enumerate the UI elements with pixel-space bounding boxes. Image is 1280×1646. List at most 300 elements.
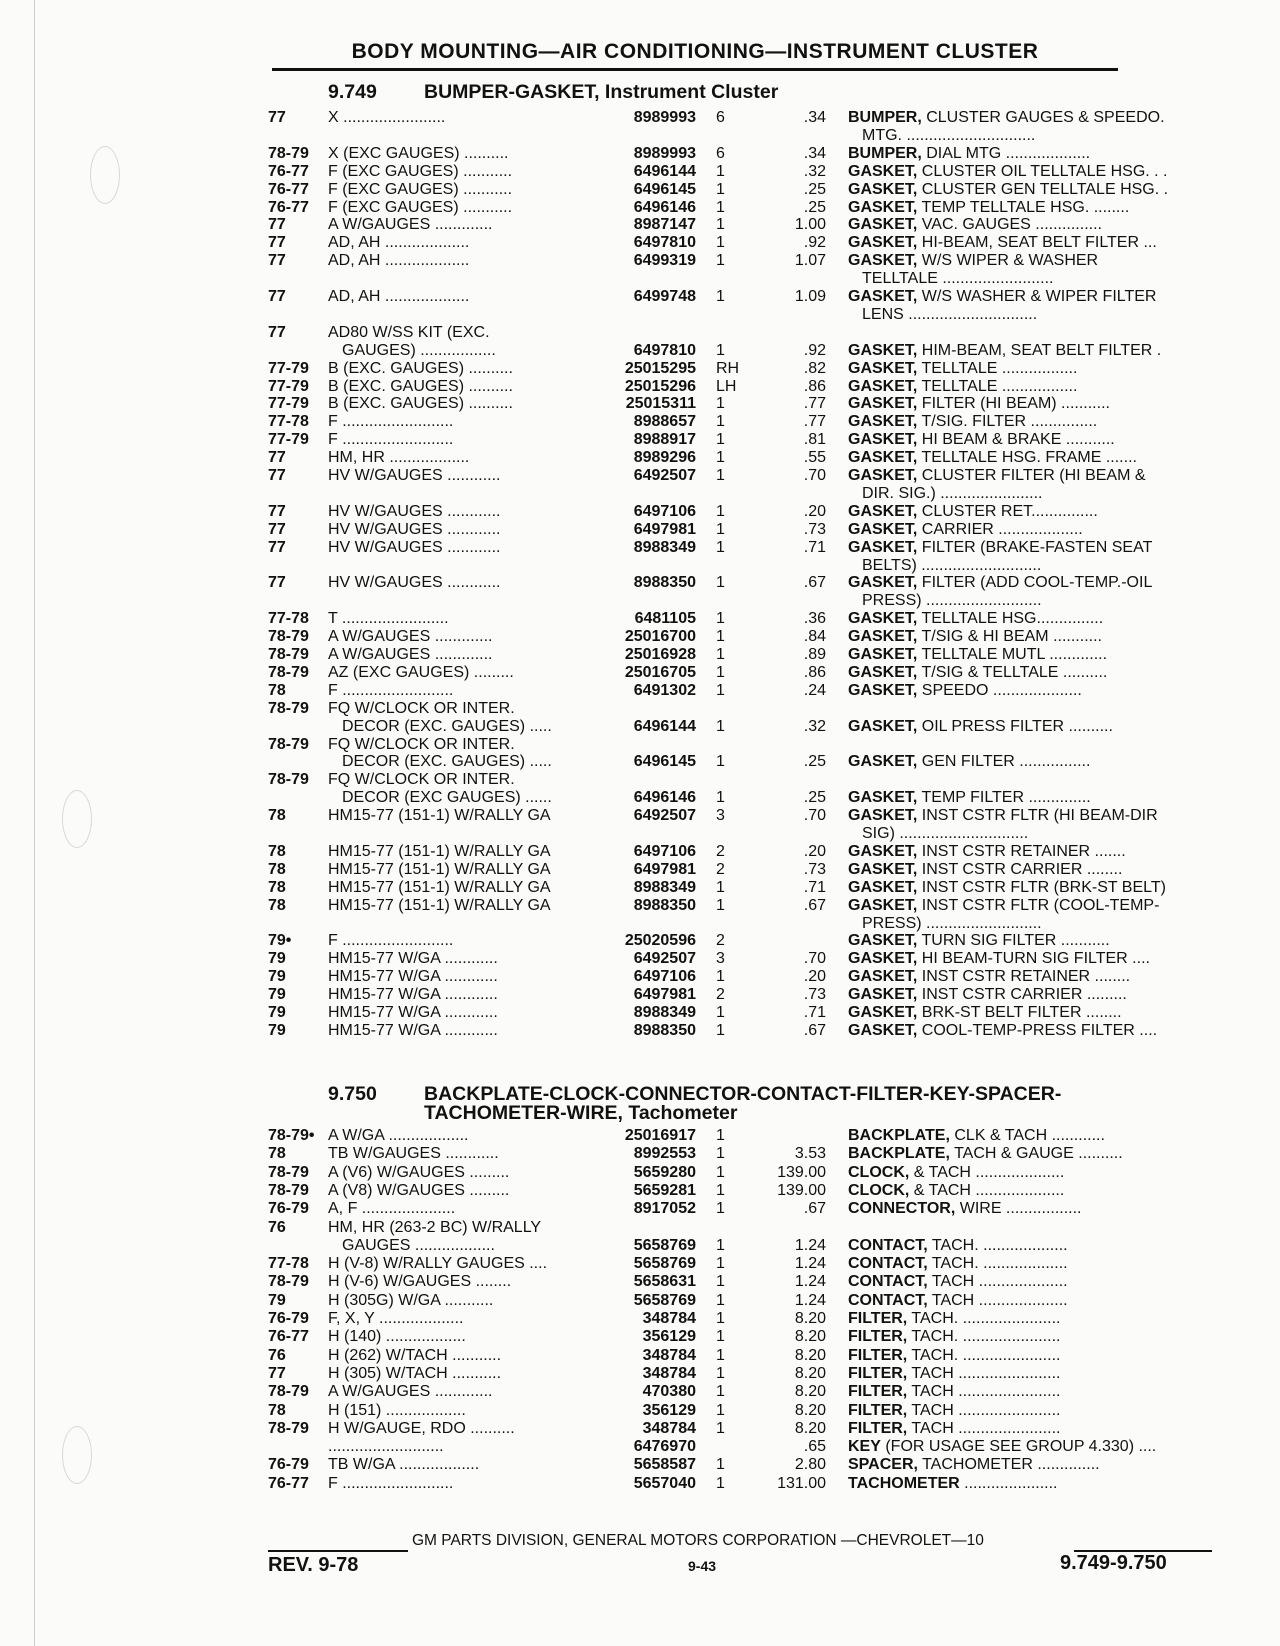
- application: HV W/GAUGES ............: [328, 538, 501, 556]
- application: F (EXC GAUGES) ...........: [328, 198, 513, 216]
- description-text: TELLTALE .................: [917, 377, 1078, 395]
- parts-row: [0, 198, 1280, 217]
- description-keyword: GASKET,: [848, 878, 918, 896]
- description: [848, 1327, 1212, 1346]
- quantity: 1: [716, 1181, 725, 1199]
- description: [848, 251, 1212, 270]
- section-heading: BACKPLATE-CLOCK-CONNECTOR-CONTACT-FILTER-KEY-SPACER-: [424, 1083, 1062, 1105]
- description-text: GEN FILTER ................: [917, 753, 1091, 771]
- parts-row: [0, 1272, 1280, 1291]
- price: .20: [803, 968, 826, 986]
- quantity: 1: [716, 1255, 725, 1273]
- price: .67: [803, 1200, 826, 1218]
- description-text: (FOR USAGE SEE GROUP 4.330) ....: [880, 1438, 1157, 1456]
- price: .70: [803, 950, 826, 968]
- price: .36: [803, 610, 826, 628]
- description: [848, 985, 1212, 1004]
- description-text: HI-BEAM, SEAT BELT FILTER ...: [917, 234, 1157, 252]
- parts-row: [0, 162, 1280, 181]
- model-year: 78: [268, 896, 286, 914]
- description: [848, 377, 1212, 396]
- price: .86: [803, 377, 826, 395]
- price: .20: [803, 502, 826, 520]
- model-year: 77: [268, 467, 286, 484]
- quantity: 6: [716, 144, 725, 162]
- description-keyword: CONTACT,: [848, 1273, 928, 1291]
- description: [848, 520, 1212, 539]
- application: A W/GAUGES .............: [328, 628, 493, 646]
- part-number: 8989993: [633, 144, 696, 162]
- model-year: 79•: [268, 932, 292, 950]
- description: [848, 681, 1212, 700]
- description-text: VAC. GAUGES ...............: [917, 216, 1102, 234]
- model-year: 79: [268, 1291, 286, 1309]
- part-number: 8988350: [633, 574, 696, 592]
- parts-row: [0, 860, 1280, 879]
- description-text: SPEEDO ....................: [917, 681, 1082, 699]
- parts-row: [0, 1126, 1280, 1145]
- parts-row: [0, 896, 1280, 915]
- quantity: 1: [716, 663, 725, 681]
- model-year: 78-79: [268, 646, 309, 663]
- price: 8.20: [794, 1419, 826, 1437]
- quantity: 1: [716, 395, 725, 413]
- description-text: TELLTALE HSG. FRAME .......: [917, 449, 1137, 467]
- description: [848, 502, 1212, 521]
- application: HV W/GAUGES ............: [328, 574, 501, 592]
- price: .73: [803, 860, 826, 878]
- description-text: TELLTALE HSG...............: [917, 610, 1104, 628]
- section-heading-continued: TACHOMETER-WIRE, Tachometer: [424, 1102, 738, 1124]
- application: H (V-8) W/RALLY GAUGES ....: [328, 1255, 548, 1273]
- model-year: 77: [268, 323, 286, 341]
- description-keyword: GASKET,: [848, 753, 918, 771]
- model-year: 77: [268, 538, 286, 556]
- footer-rule-left: [268, 1550, 408, 1552]
- price: 1.24: [794, 1236, 826, 1254]
- parts-row: [0, 735, 1280, 754]
- parts-row: [0, 233, 1280, 252]
- model-year: 77-78: [268, 1255, 309, 1273]
- quantity: 1: [716, 198, 725, 216]
- description-text: INST CSTR RETAINER ........: [917, 968, 1131, 986]
- description-keyword: GASKET,: [848, 538, 918, 556]
- application: H (262) W/TACH ...........: [328, 1346, 502, 1364]
- quantity: 1: [716, 252, 725, 270]
- quantity: 1: [716, 1364, 725, 1382]
- description-text: CLUSTER OIL TELLTALE HSG. . .: [917, 162, 1168, 180]
- application: HM15-77 W/GA ............: [328, 1021, 498, 1039]
- application: HM15-77 (151-1) W/RALLY GA: [328, 842, 551, 860]
- parts-row: [0, 323, 1280, 342]
- description-text: TELLTALE .................: [917, 359, 1078, 377]
- description-keyword: GASKET,: [848, 663, 918, 681]
- quantity: 1: [716, 1291, 725, 1309]
- description-keyword: GASKET,: [848, 252, 918, 270]
- description-text: T/SIG. FILTER ...............: [917, 413, 1098, 431]
- description-keyword: GASKET,: [848, 968, 918, 986]
- application: AD, AH ...................: [328, 288, 470, 305]
- part-number: 6497981: [633, 520, 696, 538]
- quantity: 1: [716, 234, 725, 252]
- price: .71: [803, 1004, 826, 1021]
- parts-row: [0, 412, 1280, 431]
- description-keyword: GASKET,: [848, 646, 918, 663]
- quantity: 1: [716, 1383, 725, 1401]
- parts-row: [0, 681, 1280, 700]
- description-keyword: GASKET,: [848, 574, 918, 592]
- model-year: 77-78: [268, 610, 309, 628]
- quantity: 1: [716, 449, 725, 467]
- parts-row: [0, 1218, 1280, 1237]
- quantity: 1: [716, 538, 725, 556]
- description-keyword: GASKET,: [848, 932, 918, 950]
- parts-row: [0, 502, 1280, 521]
- description-keyword: GASKET,: [848, 234, 918, 252]
- model-year: 78-79: [268, 1419, 309, 1437]
- description: [848, 305, 1226, 324]
- quantity: 2: [716, 860, 725, 878]
- model-year: 78-79: [268, 1181, 309, 1199]
- description: [848, 1291, 1212, 1310]
- description-text: TACH. ......................: [907, 1310, 1061, 1327]
- model-year: 76-77: [268, 198, 309, 216]
- parts-row: [0, 573, 1280, 592]
- description-text: OIL PRESS FILTER ..........: [917, 717, 1113, 735]
- parts-row: [0, 609, 1280, 628]
- parts-row: [0, 985, 1280, 1004]
- description-text: TACH .......................: [907, 1364, 1061, 1382]
- application: F .........................: [328, 681, 454, 699]
- description: [848, 1309, 1212, 1328]
- description-keyword: FILTER,: [848, 1328, 908, 1346]
- description: [848, 1126, 1212, 1145]
- description: [848, 180, 1212, 199]
- price: .70: [803, 807, 826, 825]
- description: [848, 1144, 1212, 1163]
- part-number: 8989993: [633, 109, 696, 126]
- description-text: TACH. ...................: [927, 1255, 1068, 1273]
- description: [848, 663, 1212, 682]
- price: .77: [803, 395, 826, 413]
- parts-row: [0, 287, 1280, 306]
- quantity: 1: [716, 628, 725, 646]
- parts-row: [0, 1291, 1280, 1310]
- description-text: TACH .......................: [907, 1383, 1061, 1401]
- description-keyword: GASKET,: [848, 717, 918, 735]
- description: [848, 198, 1212, 217]
- model-year: 78-79: [268, 144, 309, 162]
- description-keyword: FILTER,: [848, 1346, 908, 1364]
- application: A (V8) W/GAUGES .........: [328, 1181, 510, 1199]
- part-number: 8992553: [633, 1145, 696, 1163]
- description: [848, 1236, 1212, 1255]
- parts-row: [0, 663, 1280, 682]
- description-text: TACH .......................: [907, 1401, 1061, 1419]
- application: HV W/GAUGES ............: [328, 502, 501, 520]
- price: .92: [803, 234, 826, 252]
- description-keyword: GASKET,: [848, 216, 918, 234]
- application: HM15-77 (151-1) W/RALLY GA: [328, 860, 551, 878]
- part-number: 6499319: [633, 252, 696, 270]
- parts-row: [0, 967, 1280, 986]
- part-number: 8988657: [633, 413, 696, 431]
- description-text: PRESS) ..........................: [862, 592, 1042, 610]
- part-number: 5658769: [633, 1255, 696, 1273]
- part-number: 356129: [642, 1328, 696, 1346]
- description: [848, 967, 1212, 986]
- quantity: 1: [716, 610, 725, 628]
- price: .25: [803, 198, 826, 216]
- quantity: 3: [716, 807, 725, 825]
- application: H (151) ..................: [328, 1401, 466, 1419]
- model-year: 77-79: [268, 377, 309, 395]
- model-year: 78: [268, 878, 286, 896]
- description-keyword: GASKET,: [848, 467, 918, 484]
- parts-row: [0, 1364, 1280, 1383]
- description-text: BRK-ST BELT FILTER ........: [917, 1004, 1122, 1021]
- description-keyword: GASKET,: [848, 628, 918, 646]
- quantity: 1: [716, 162, 725, 180]
- description-keyword: FILTER,: [848, 1419, 908, 1437]
- quantity: 1: [716, 1200, 725, 1218]
- parts-row: [0, 1327, 1280, 1346]
- parts-row: [0, 878, 1280, 897]
- price: .67: [803, 1021, 826, 1039]
- application: DECOR (EXC. GAUGES) .....: [342, 717, 552, 735]
- description: [848, 949, 1212, 968]
- application: A, F .....................: [328, 1200, 456, 1218]
- parts-row: [0, 251, 1280, 270]
- parts-row: [0, 931, 1280, 950]
- quantity: 1: [716, 1127, 725, 1144]
- description: [848, 341, 1212, 360]
- model-year: 76-79: [268, 1200, 309, 1218]
- page-header: BODY MOUNTING—AIR CONDITIONING—INSTRUMENT CLUSTER: [351, 40, 1039, 63]
- description-text: TACH ....................: [927, 1273, 1068, 1291]
- footer-section-range: 9.749-9.750: [1060, 1552, 1167, 1574]
- description: [848, 1021, 1212, 1040]
- part-number: 6492507: [633, 807, 696, 825]
- parts-row: [0, 1163, 1280, 1182]
- price: 131.00: [777, 1474, 826, 1492]
- quantity: 1: [716, 467, 725, 484]
- parts-row: [0, 126, 1280, 145]
- description: [848, 609, 1212, 628]
- description-text: W/S WIPER & WASHER: [917, 252, 1099, 270]
- description: [848, 914, 1226, 933]
- quantity: 1: [716, 216, 725, 234]
- application: B (EXC. GAUGES) ..........: [328, 377, 513, 395]
- parts-row: [0, 627, 1280, 646]
- part-number: 348784: [642, 1364, 696, 1382]
- quantity: 1: [716, 789, 725, 807]
- description-text: TACHOMETER ..............: [917, 1456, 1100, 1474]
- parts-row: [0, 842, 1280, 861]
- quantity: 1: [716, 878, 725, 896]
- price: 1.00: [794, 216, 826, 234]
- price: 8.20: [794, 1383, 826, 1401]
- model-year: 77-79: [268, 359, 309, 377]
- parts-row: [0, 752, 1280, 771]
- part-number: 6499748: [633, 288, 696, 305]
- quantity: 1: [716, 681, 725, 699]
- parts-row: [0, 1309, 1280, 1328]
- part-number: 5658769: [633, 1291, 696, 1309]
- description: [848, 627, 1212, 646]
- description-text: T/SIG & TELLTALE ..........: [917, 663, 1108, 681]
- parts-row: [0, 556, 1280, 575]
- description-keyword: FILTER,: [848, 1310, 908, 1327]
- description-keyword: CONTACT,: [848, 1291, 928, 1309]
- model-year: 77: [268, 502, 286, 520]
- quantity: 1: [716, 180, 725, 198]
- description-text: LENS .............................: [862, 305, 1038, 323]
- description: [848, 1455, 1212, 1474]
- description: [848, 806, 1212, 825]
- quantity: 1: [716, 1021, 725, 1039]
- quantity: 1: [716, 1145, 725, 1163]
- description: [848, 1401, 1212, 1420]
- part-number: 348784: [642, 1310, 696, 1327]
- parts-row: [0, 824, 1280, 843]
- part-number: 348784: [642, 1346, 696, 1364]
- description: [848, 1254, 1212, 1273]
- model-year: 78-79: [268, 1273, 309, 1291]
- parts-row: [0, 1181, 1280, 1200]
- parts-row: [0, 1474, 1280, 1493]
- description-keyword: BUMPER,: [848, 109, 922, 126]
- description: [848, 466, 1212, 485]
- price: 8.20: [794, 1346, 826, 1364]
- application: AD, AH ...................: [328, 234, 470, 252]
- quantity: 1: [716, 520, 725, 538]
- price: 8.20: [794, 1310, 826, 1327]
- part-number: 8989296: [633, 449, 696, 467]
- part-number: 8988349: [633, 878, 696, 896]
- application: DECOR (EXC GAUGES) ......: [342, 789, 552, 807]
- description-text: CLUSTER FILTER (HI BEAM &: [917, 467, 1146, 484]
- model-year: 78-79: [268, 771, 309, 789]
- price: .73: [803, 520, 826, 538]
- quantity: 1: [716, 1236, 725, 1254]
- price: 8.20: [794, 1328, 826, 1346]
- part-number: 6496146: [633, 789, 696, 807]
- description-keyword: GASKET,: [848, 610, 918, 628]
- section-number: 9.749: [328, 81, 377, 103]
- model-year: 76-79: [268, 1456, 309, 1474]
- parts-row: [0, 305, 1280, 324]
- description-text: & TACH ....................: [909, 1163, 1065, 1181]
- parts-row: [0, 914, 1280, 933]
- application: F (EXC GAUGES) ...........: [328, 180, 513, 198]
- quantity: 2: [716, 986, 725, 1004]
- quantity: 1: [716, 717, 725, 735]
- description-text: INST CSTR CARRIER ........: [917, 860, 1123, 878]
- model-year: 78: [268, 842, 286, 860]
- description-text: TEMP TELLTALE HSG. ........: [917, 198, 1130, 216]
- parts-row: [0, 1021, 1280, 1040]
- description-text: FILTER (ADD COOL-TEMP.-OIL: [917, 574, 1153, 592]
- description-keyword: GASKET,: [848, 449, 918, 467]
- description-keyword: BACKPLATE,: [848, 1127, 950, 1144]
- quantity: 1: [716, 1401, 725, 1419]
- model-year: 78-79: [268, 1383, 309, 1401]
- description-keyword: GASKET,: [848, 986, 918, 1004]
- application: H (V-6) W/GAUGES ........: [328, 1273, 512, 1291]
- quantity: 1: [716, 1328, 725, 1346]
- description: [848, 556, 1226, 575]
- part-number: 470380: [642, 1383, 696, 1401]
- description: [848, 1474, 1212, 1493]
- quantity: 1: [716, 1310, 725, 1327]
- section-heading: BUMPER-GASKET, Instrument Cluster: [424, 81, 779, 103]
- quantity: LH: [716, 377, 737, 395]
- price: .67: [803, 896, 826, 914]
- application: T ........................: [328, 610, 449, 628]
- description: [848, 108, 1212, 127]
- model-year: 76: [268, 1218, 286, 1236]
- description-keyword: SPACER,: [848, 1456, 918, 1474]
- description-text: WIRE .................: [955, 1200, 1082, 1218]
- model-year: 77-78: [268, 413, 309, 431]
- model-year: 78-79: [268, 1163, 309, 1181]
- part-number: 8987147: [633, 216, 696, 234]
- application: F .........................: [328, 1474, 454, 1492]
- quantity: 1: [716, 502, 725, 520]
- application: H (140) ..................: [328, 1328, 466, 1346]
- quantity: 1: [716, 1004, 725, 1021]
- part-number: 25015295: [624, 359, 696, 377]
- description: [848, 1419, 1212, 1438]
- parts-row: [0, 1254, 1280, 1273]
- model-year: 77: [268, 288, 286, 305]
- model-year: 77: [268, 574, 286, 592]
- description: [848, 1437, 1212, 1456]
- application: HM15-77 W/GA ............: [328, 950, 498, 968]
- price: .55: [803, 449, 826, 467]
- application: A W/GAUGES .............: [328, 1383, 493, 1401]
- description: [848, 788, 1212, 807]
- application: A W/GA ..................: [328, 1127, 469, 1144]
- part-number: 348784: [642, 1419, 696, 1437]
- parts-row: [0, 1199, 1280, 1218]
- model-year: 78: [268, 860, 286, 878]
- part-number: 25016928: [624, 646, 696, 663]
- description-text: DIR. SIG.) .......................: [862, 484, 1043, 502]
- description: [848, 1364, 1212, 1383]
- part-number: 6496144: [633, 717, 696, 735]
- parts-row: [0, 645, 1280, 664]
- parts-row: [0, 699, 1280, 718]
- price: 139.00: [777, 1181, 826, 1199]
- description-text: HI BEAM & BRAKE ...........: [917, 431, 1115, 449]
- price: .84: [803, 628, 826, 646]
- parts-row: [0, 108, 1280, 127]
- application: X (EXC GAUGES) ..........: [328, 144, 509, 162]
- part-number: 6497106: [633, 968, 696, 986]
- quantity: 1: [716, 1273, 725, 1291]
- application: F .........................: [328, 413, 454, 431]
- description-keyword: KEY: [848, 1438, 881, 1456]
- description-keyword: CONTACT,: [848, 1236, 928, 1254]
- model-year: 76-77: [268, 1328, 309, 1346]
- parts-row: [0, 949, 1280, 968]
- part-number: 8988349: [633, 538, 696, 556]
- quantity: 2: [716, 842, 725, 860]
- application: X .......................: [328, 109, 446, 126]
- price: 1.24: [794, 1273, 826, 1291]
